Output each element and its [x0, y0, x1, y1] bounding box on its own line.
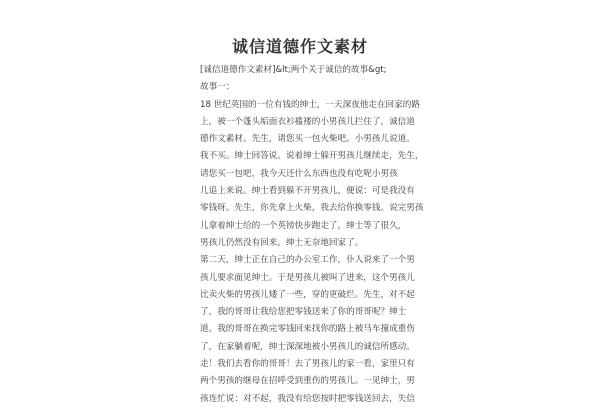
body-line: 18 世纪英国的一位有钱的绅士，一天深夜他走在回家的路: [200, 99, 420, 110]
body-line: 儿追上来说。绅士看到躲不开男孩儿，便说：可是我没有: [200, 186, 415, 197]
story-label: 故事一：: [200, 82, 235, 93]
body-line: 上，被一个蓬头垢面衣衫褴褛的小男孩儿拦住了，诚信道: [200, 116, 415, 127]
body-line: 孩连忙说：对不起，我没有给您按时把零钱送回去，失信: [200, 393, 415, 404]
body-line: 请您买一包吧，我今天还什么东西也没有吃呢小男孩: [200, 168, 398, 179]
subtitle-line: [诚信道德作文素材]&lt;两个关于诚信的故事&gt;: [200, 65, 387, 75]
body-line: 儿拿着绅士给的一个英镑快步跑走了，绅士等了很久，: [200, 220, 407, 231]
body-line: 道。我的哥哥在换完零钱回来找你的路上被马车撞成重伤: [200, 324, 415, 335]
body-line: 两个男孩的继母在招呼受到重伤的男孩儿。一见绅士，男: [200, 376, 415, 387]
body-line: 德作文素材。先生，请您买一包火柴吧。小男孩儿说道。: [200, 134, 415, 145]
body-line: 比卖火柴的男孩儿矮了一些，穿的更破烂。先生，对不起: [200, 289, 415, 300]
body-line: 第二天，绅士正在自己的办公室工作，仆人说来了一个男: [200, 255, 415, 266]
body-line: 了，在家躺着呢，绅士深深地被小男孩儿的诚信所感动。: [200, 341, 415, 352]
body-line: 孩儿要求面见绅士。于是男孩儿被叫了进来，这个男孩儿: [200, 272, 415, 283]
body-line: 男孩儿仍然没有回来，绅士无奈地回家了。: [200, 237, 364, 248]
body-line: 了，我的哥哥让我给您把零钱送来了你的哥哥呢？绅士: [200, 307, 407, 318]
document-title: 诚信道德作文素材: [231, 37, 368, 56]
body-line: 零钱呀。先生，你先拿上火柴，我去给你换零钱。说完男孩: [200, 203, 424, 214]
document-body: [200, 62, 424, 408]
body-line: 我不买。绅士回答说。说着绅士躲开男孩儿继续走，先生，: [200, 151, 424, 162]
body-line: 走！我们去看你的哥哥！去了男孩儿的家一看，家里只有: [200, 359, 415, 370]
